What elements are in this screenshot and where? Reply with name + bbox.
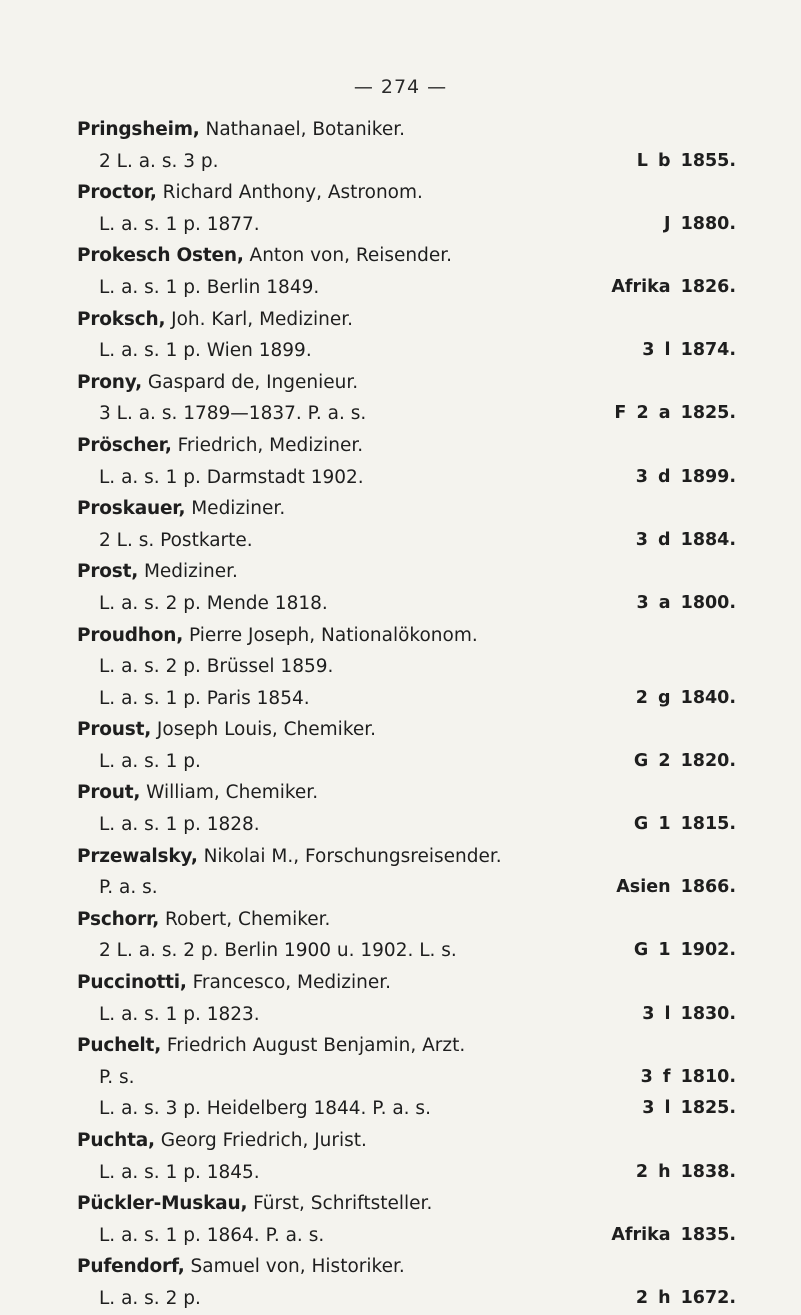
entry-detail-text: L. a. s. 1 p. 1864. P. a. s.	[99, 1224, 325, 1246]
entry-name: Prony,	[77, 371, 143, 393]
entry-heading	[0, 1188, 801, 1220]
entry-detail-line	[0, 209, 801, 241]
entry-detail-line	[0, 999, 801, 1031]
entry-detail-line	[0, 272, 801, 304]
entry-shelfmark: 3 f 1810.	[640, 1066, 736, 1087]
entry-description: Joseph Louis, Chemiker.	[151, 719, 377, 741]
entry-detail-text: 2 L. s. Postkarte.	[99, 529, 253, 551]
entry-description: William, Chemiker.	[140, 782, 319, 804]
entry-detail-line	[0, 398, 801, 430]
entry-detail-text: L. a. s. 1 p. 1828.	[99, 814, 260, 836]
entry-heading	[0, 967, 801, 999]
entry-shelfmark: L b 1855.	[636, 150, 736, 171]
entry-heading	[0, 493, 801, 525]
entry-detail-line	[0, 809, 801, 841]
entry-heading	[0, 240, 801, 272]
entry-detail-text: 2 L. a. s. 2 p. Berlin 1900 u. 1902. L. s.	[99, 940, 457, 962]
entry-description: Friedrich, Mediziner.	[171, 434, 364, 456]
entry-description: Georg Friedrich, Jurist.	[154, 1130, 367, 1151]
entry-heading	[0, 1125, 801, 1157]
entry-heading	[0, 1030, 801, 1062]
entry-detail-text: 2 L. a. s. 3 p.	[99, 150, 219, 172]
entry-shelfmark: 2 g 1840.	[635, 687, 736, 708]
entry-name: Prout,	[77, 782, 141, 804]
entry-detail-text: L. a. s. 1 p. Paris 1854.	[99, 687, 310, 709]
entry-heading	[0, 430, 801, 462]
entry-detail-line	[0, 935, 801, 967]
entry-name: Proudhon,	[77, 624, 184, 646]
entry-shelfmark: G 1 1902.	[633, 940, 736, 961]
entry-detail-text: 3 L. a. s. 1789—1837. P. a. s.	[99, 403, 367, 425]
entry-heading	[0, 556, 801, 588]
entry-description: Robert, Chemiker.	[159, 908, 331, 930]
entry-shelfmark: 3 d 1899.	[635, 466, 736, 487]
entry-shelfmark: 2 h 1672.	[635, 1287, 736, 1308]
catalog-entries	[0, 114, 801, 1315]
entry-shelfmark: G 2 1820.	[633, 750, 736, 771]
entry-detail-line	[0, 146, 801, 178]
entry-detail-text: L. a. s. 2 p.	[99, 1287, 201, 1309]
entry-heading	[0, 304, 801, 336]
entry-name: Proskauer,	[77, 498, 186, 520]
entry-shelfmark: Afrika 1835.	[611, 1224, 736, 1245]
entry-detail-text: L. a. s. 1 p. Berlin 1849.	[99, 276, 320, 298]
entry-shelfmark: 3 a 1800.	[636, 592, 736, 613]
entry-name: Pringsheim,	[77, 119, 200, 140]
entry-description: Mediziner.	[185, 498, 286, 520]
entry-heading	[0, 367, 801, 399]
page-number: — 274 —	[353, 76, 448, 98]
entry-detail-line	[0, 1093, 801, 1125]
entry-name: Prost,	[77, 561, 139, 583]
entry-detail-line	[0, 1062, 801, 1094]
entry-name: Pschorr,	[77, 908, 160, 930]
entry-shelfmark: J 1880.	[664, 213, 736, 234]
entry-detail-line	[0, 1157, 801, 1189]
entry-detail-line	[0, 1283, 801, 1315]
entry-shelfmark: G 1 1815.	[633, 814, 736, 835]
entry-name: Pückler-Muskau,	[77, 1193, 248, 1215]
entry-name: Proksch,	[77, 308, 166, 330]
entry-detail-text: L. a. s. 1 p. 1845.	[99, 1161, 260, 1183]
entry-detail-text: L. a. s. 1 p. 1877.	[99, 213, 260, 235]
entry-description: Nathanael, Botaniker.	[199, 119, 406, 140]
entry-description: Mediziner.	[138, 561, 238, 583]
entry-detail-text: L. a. s. 3 p. Heidelberg 1844. P. a. s.	[99, 1098, 431, 1120]
entry-name: Prokesch Osten,	[77, 245, 244, 267]
entry-heading	[0, 620, 801, 652]
entry-shelfmark: Afrika 1826.	[611, 276, 736, 297]
entry-shelfmark: 3 d 1884.	[635, 529, 736, 550]
entry-heading	[0, 177, 801, 209]
entry-detail-line	[0, 746, 801, 778]
entry-name: Pröscher,	[77, 434, 172, 456]
entry-heading	[0, 714, 801, 746]
entry-name: Przewalsky,	[77, 845, 198, 867]
entry-detail-line	[0, 588, 801, 620]
entry-heading	[0, 904, 801, 936]
entry-description: Nikolai M., Forschungsreisender.	[197, 845, 502, 867]
entry-shelfmark: Asien 1866.	[616, 877, 736, 898]
entry-detail-text: L. a. s. 1 p. Wien 1899.	[99, 340, 312, 362]
entry-name: Puchelt,	[77, 1035, 162, 1057]
entry-name: Puchta,	[77, 1130, 155, 1151]
entry-detail-text: P. a. s.	[99, 877, 158, 899]
entry-description: Pierre Joseph, Nationalökonom.	[183, 624, 478, 646]
entry-detail-line	[0, 525, 801, 557]
entry-shelfmark: 3 l 1874.	[642, 340, 736, 361]
entry-heading	[0, 841, 801, 873]
entry-detail-text: L. a. s. 1 p. 1823.	[99, 1003, 260, 1025]
entry-detail-line	[0, 1220, 801, 1252]
entry-name: Proust,	[77, 719, 152, 741]
entry-heading	[0, 1251, 801, 1283]
entry-description: Richard Anthony, Astronom.	[156, 182, 423, 204]
entry-detail-line	[0, 872, 801, 904]
entry-detail-line	[0, 335, 801, 367]
entry-detail-line	[0, 683, 801, 715]
entry-shelfmark: F 2 a 1825.	[614, 403, 736, 424]
entry-shelfmark: 2 h 1838.	[635, 1161, 736, 1182]
entry-name: Puccinotti,	[77, 972, 187, 994]
entry-shelfmark: 3 l 1825.	[642, 1098, 736, 1119]
entry-description: Friedrich August Benjamin, Arzt.	[161, 1035, 466, 1057]
entry-name: Proctor,	[77, 182, 157, 204]
entry-heading	[0, 777, 801, 809]
entry-description: Fürst, Schriftsteller.	[247, 1193, 433, 1215]
entry-detail-text: L. a. s. 2 p. Mende 1818.	[99, 592, 328, 614]
entry-description: Francesco, Mediziner.	[186, 972, 392, 994]
entry-detail-line	[0, 651, 801, 683]
entry-shelfmark: 3 l 1830.	[642, 1003, 736, 1024]
entry-heading	[0, 114, 801, 146]
entry-detail-text: L. a. s. 1 p. Darmstadt 1902.	[99, 466, 364, 488]
entry-description: Samuel von, Historiker.	[184, 1256, 405, 1278]
entry-detail-text: P. s.	[99, 1066, 135, 1088]
entry-description: Joh. Karl, Mediziner.	[165, 308, 354, 330]
entry-detail-line	[0, 462, 801, 494]
entry-detail-text: L. a. s. 1 p.	[99, 750, 201, 772]
entry-description: Anton von, Reisender.	[243, 245, 453, 267]
entry-name: Pufendorf,	[77, 1256, 185, 1278]
entry-detail-text: L. a. s. 2 p. Brüssel 1859.	[99, 656, 334, 678]
entry-description: Gaspard de, Ingenieur.	[142, 371, 359, 393]
